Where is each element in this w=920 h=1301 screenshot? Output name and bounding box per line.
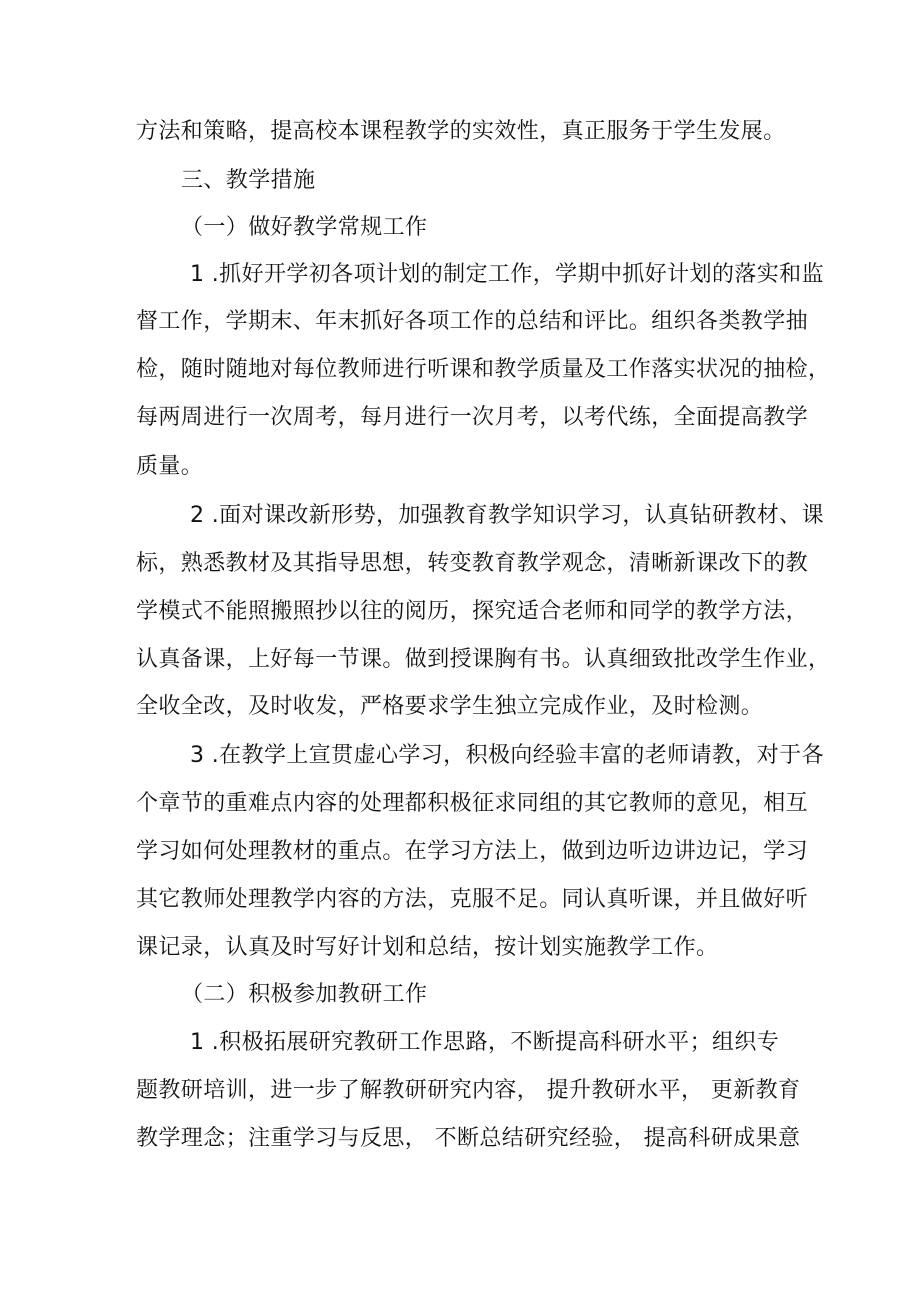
paragraph-line: 督工作，学期末、年末抓好各项工作的总结和评比。组织各类教学抽: [136, 309, 809, 334]
paragraph-line: 1 .积极拓展研究教研工作思路，不断提高科研水平；组织专: [190, 1030, 780, 1055]
paragraph-line: 其它教师处理教学内容的方法，克服不足。同认真听课，并且做好听: [136, 887, 809, 912]
paragraph-line: 学习如何处理教材的重点。在学习方法上，做到边听边讲边记，学习: [136, 839, 809, 864]
paragraph-line: 3 .在教学上宣贯虚心学习，积极向经验丰富的老师请教，对于各: [190, 743, 824, 768]
subsection-heading: （二）积极参加教研工作: [181, 982, 428, 1007]
section-heading: 三、教学措施: [181, 168, 316, 193]
paragraph-line: 认真备课，上好每一节课。做到授课胸有书。认真细致批改学生作业，: [136, 647, 831, 672]
paragraph-line: 标，熟悉教材及其指导思想，转变教育教学观念，清晰新课改下的教: [136, 551, 809, 576]
paragraph-line: 全收全改，及时收发，严格要求学生独立完成作业，及时检测。: [136, 694, 764, 719]
paragraph-line: 1 .抓好开学初各项计划的制定工作，学期中抓好计划的落实和监: [190, 262, 824, 287]
paragraph-line: 学模式不能照搬照抄以往的阅历，探究适合老师和同学的教学方法，: [136, 599, 809, 624]
paragraph-line: 质量。: [136, 454, 204, 479]
paragraph-line: 每两周进行一次周考，每月进行一次月考，以考代练，全面提高教学: [136, 405, 809, 430]
subsection-heading: （一）做好教学常规工作: [181, 215, 428, 240]
paragraph-line: 个章节的重难点内容的处理都积极征求同组的其它教师的意见，相互: [136, 791, 809, 816]
paragraph-line: 方法和策略，提高校本课程教学的实效性，真正服务于学生发展。: [136, 119, 786, 144]
paragraph-line: 题教研培训，进一步了解教研研究内容， 提升教研水平， 更新教育: [136, 1078, 801, 1103]
paragraph-line: 教学理念；注重学习与反思， 不断总结研究经验， 提高科研成果意: [136, 1126, 801, 1151]
paragraph-line: 检，随时随地对每位教师进行听课和教学质量及工作落实状况的抽检，: [136, 357, 831, 382]
paragraph-line: 课记录，认真及时写好计划和总结，按计划实施教学工作。: [136, 935, 719, 960]
paragraph-line: 2 .面对课改新形势，加强教育教学知识学习，认真钻研教材、课: [190, 503, 824, 528]
